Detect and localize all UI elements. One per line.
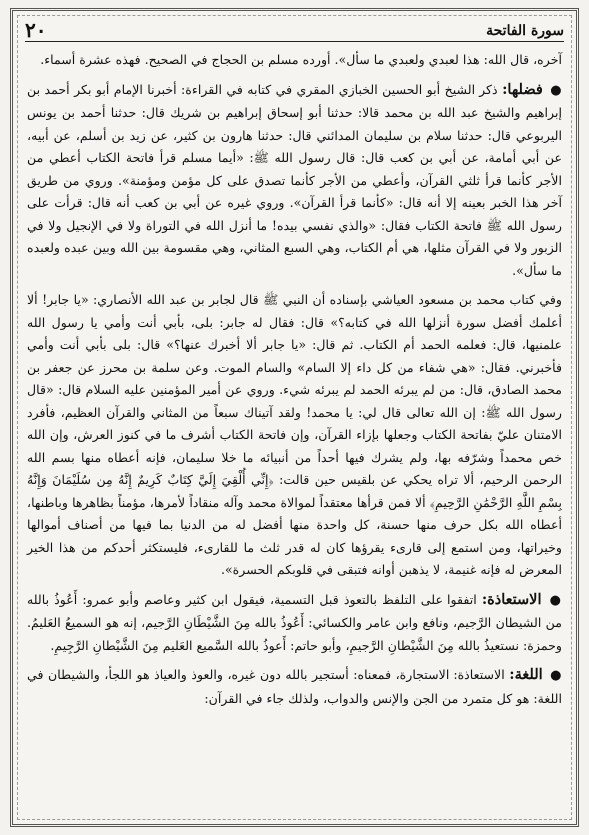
- paragraph-language: [27, 664, 562, 710]
- bullet-icon: ●: [550, 668, 563, 683]
- section-heading: الاستعاذة:: [481, 590, 542, 608]
- paragraph-virtues: [27, 79, 562, 283]
- section-heading: فضلها:: [502, 80, 543, 98]
- paragraph-text: آخره، قال الله: هذا لعبدي ولعبدي ما سأل». أورده مسلم بن الحجاج في الصحيح. فهذه عشرة أسماء.: [40, 52, 562, 67]
- paragraph-text: الاستعاذة: الاستجارة، فمعناه: أستجير بالله دون غيره، والعوذ والعياذ هو اللجأ، والشيطان في اللغة: هو كل متمرد من الجن والإنس والدواب، ولذلك جاء في القرآن:: [27, 667, 562, 706]
- page-body: [27, 49, 562, 814]
- paragraph-text: اتفقوا على التلفظ بالتعوذ قبل التسمية، فيقول ابن كثير وعاصم وأبو عمرو: أَعُوذُ بالله من الشيطان الرَّجيم، ونافع وابن عامر والكسائي: أَعُوذُ بالله مِنَ الشَّيْطَانِ الرَّجيم، إنه هو السميعُ العَليمُ. وحمزة: نستعيذُ بالله مِنَ الشَّيْطانِ الرَّجيمِ، وأبو حاتم: أَعوذُ بالله السَّميع العَليم مِنَ الشَّيْطانِ الرَّجِيمِ.: [27, 591, 562, 653]
- paragraph-istiadha: [27, 589, 562, 658]
- paragraph-intro-end: [27, 49, 562, 72]
- surah-title: سورة الفاتحة: [486, 23, 564, 39]
- bullet-icon: ●: [549, 592, 563, 608]
- paragraph-text: وفي كتاب محمد بن مسعود العياشي بإسناده أن النبي ﷺ قال لجابر بن عبد الله الأنصاري: «يا جابر! ألا أعلمك أفضل سورة أنزلها الله في كتابه؟» قال: فقال له جابر: بلى، بأبي أنت وأمي يا رسول الله علمنيها، قال: فعلمه الحمد أم الكتاب. ثم قال: «يا جابر ألا أخبرك عنها؟» قال: بلى بأبي أنت وأمي فأخبرني. فقال: «هي شفاء من كل داء إلا السام» والسام الموت. وعن سلمة بن محرز عن جعفر بن محمد الصادق، قال: من لم يبرئه الحمد لم يبرئه شيء. وروي عن أمير المؤمنين عليه السلام قال: «قال رسول الله ﷺ: إن الله تعالى قال لي: يا محمد! ولقد آتيناك سبعاً من المثاني والقرآن العظيم، فأفرد الامتنان عليّ بفاتحة الكتاب وجعلها بإزاء القرآن، وإن فاتحة الكتاب أشرف ما في كنوز العرش، وإن الله خص محمداً وشرّفه بها، ولم يشرك فيها أحداً من أنبيائه ما خلا سليمان، فإنه أعطاه منها بسم الله الرحمن الرحيم، ألا تراه يحكي عن بلقيس حين قالت: ﴿إِنِّي أُلْقِيَ إِلَيَّ كِتَابٌ كَرِيمٌ إِنَّهُ مِن سُلَيْمَانَ وَإِنَّهُ بِسْمِ اللَّهِ الرَّحْمَٰنِ الرَّحِيمِ﴾ ألا فمن قرأها معتقداً لموالاة محمد وآله منقاداً لأمرها، مؤمناً بظاهرها وباطنها، أعطاه الله بكل حرف منها حسنة، كل واحدة منها أفضل له من الدنيا بما فيها من أصناف أموالها وخيراتها، ومن استمع إلى قارىء يقرؤها كان له قدر ثلث ما للقارىء، فليستكثر أحدكم من هذا الخير المعرض له فإنه غنيمة، لا يذهبن أوانه فتبقى في قلوبكم الحسرة».: [27, 292, 563, 577]
- page-header: [25, 17, 564, 42]
- book-page: [10, 8, 579, 827]
- paragraph-ayyashi-narration: [27, 289, 562, 582]
- paragraph-text: ذكر الشيخ أبو الحسين الخبازي المقري في كتابه في القراءة: أخبرنا الإمام أبو بكر أحمد بن إبراهيم والشيخ عبد الله بن محمد قالا: حدثنا أبو إسحاق إبراهيم بن شريك قال: حدثنا أحمد بن يونس اليربوعي قال: حدثنا سلام بن سليمان المدائني قال: حدثنا هارون بن كثير، عن زيد بن أسلم، عن أبيه، عن أبي أمامة، عن أبي بن كعب قال: قال رسول الله ﷺ: «أيما مسلم قرأ فاتحة الكتاب أعطي من الأجر كأنما قرأ ثلثي القرآن، وأعطي من الأجر كأنما تصدق على كل مؤمن ومؤمنة». وروي من طريق آخر هذا الخبر بعينه إلا أنه قال: «كأنما قرأ القرآن». وروي غيره عن أبي بن كعب أنه قال: قرأت على رسول الله ﷺ فاتحة الكتاب فقال: «والذي نفسي بيده! ما أنزل الله في التوراة ولا في الإنجيل ولا في الزبور ولا في القرآن مثلها، هي أم الكتاب، وهي السبع المثاني، وهي مقسومة بين الله وبين عبده ولعبده ما سأل».: [27, 81, 562, 278]
- page-number: ٢٠: [25, 18, 47, 42]
- bullet-icon: ●: [550, 82, 563, 98]
- section-heading: اللغة:: [509, 666, 543, 683]
